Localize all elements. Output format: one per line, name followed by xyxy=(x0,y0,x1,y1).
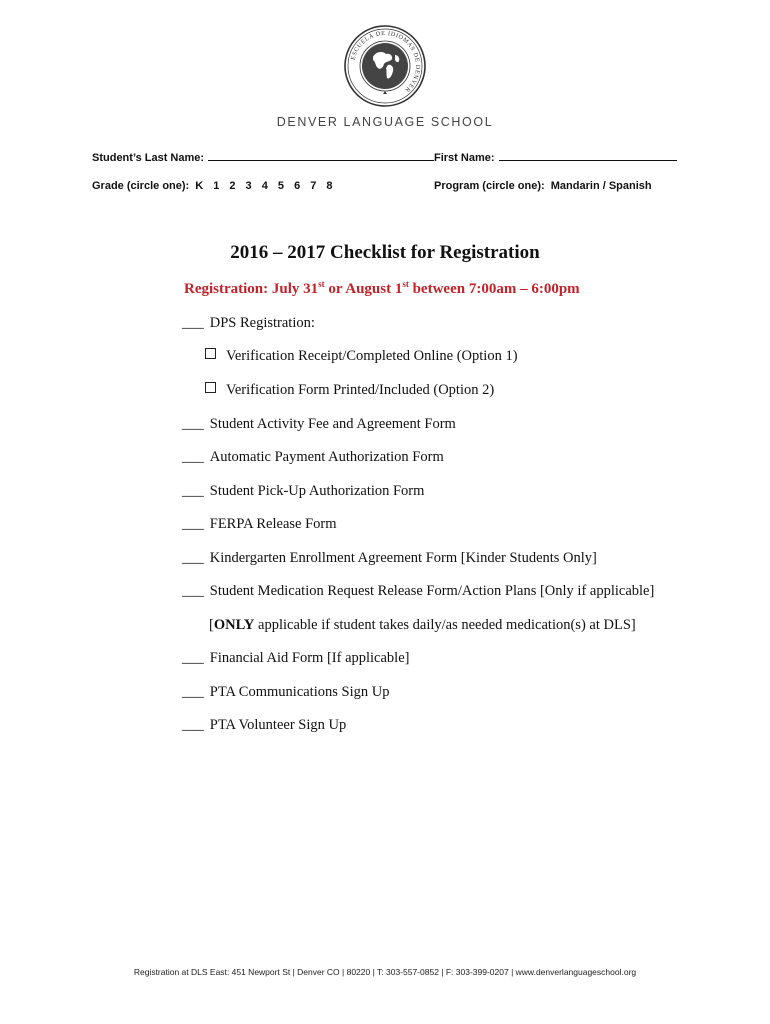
checklist-item-automatic-payment[interactable]: ___ Automatic Payment Authorization Form xyxy=(182,449,444,465)
checkmark-blank[interactable]: ___ xyxy=(182,717,204,733)
checkbox-icon[interactable] xyxy=(205,382,216,393)
first-name-label: First Name: xyxy=(434,152,495,164)
grade-options[interactable]: K 1 2 3 4 5 6 7 8 xyxy=(195,180,333,192)
checkbox-icon[interactable] xyxy=(205,348,216,359)
checkmark-blank[interactable]: ___ xyxy=(182,416,204,432)
sub-item-option-2[interactable]: Verification Form Printed/Included (Option 2) xyxy=(205,382,494,399)
checklist-item-pta-communications[interactable]: ___ PTA Communications Sign Up xyxy=(182,684,390,700)
grade-field xyxy=(92,180,333,192)
school-name: DENVER LANGUAGE SCHOOL xyxy=(276,115,494,129)
checklist-item-pta-volunteer[interactable]: ___ PTA Volunteer Sign Up xyxy=(182,717,347,733)
checkmark-blank[interactable]: ___ xyxy=(182,684,204,700)
checklist-item-kindergarten[interactable]: ___ Kindergarten Enrollment Agreement Form [Kinder Students Only] xyxy=(182,550,597,566)
program-options[interactable]: Mandarin / Spanish xyxy=(550,180,652,192)
program-label: Program (circle one): xyxy=(434,180,545,192)
registration-dates: Registration: July 31st or August 1st between 7:00am – 6:00pm xyxy=(184,279,580,297)
grade-label: Grade (circle one): xyxy=(92,180,190,192)
checkmark-blank[interactable]: ___ xyxy=(182,550,204,566)
checkmark-blank[interactable]: ___ xyxy=(182,583,204,599)
school-seal-logo xyxy=(343,24,427,108)
checklist-item-dps-registration[interactable]: ___ DPS Registration: xyxy=(182,315,315,331)
medication-note: [ONLY applicable if student takes daily/as needed medication(s) at DLS] xyxy=(209,617,636,633)
checklist-item-ferpa[interactable]: ___ FERPA Release Form xyxy=(182,516,337,532)
svg-text:ESCUELA DE IDIOMAS DE DENVER: ESCUELA DE IDIOMAS DE DENVER xyxy=(349,29,422,94)
checklist-item-activity-fee[interactable]: ___ Student Activity Fee and Agreement Form xyxy=(182,416,456,432)
checkmark-blank[interactable]: ___ xyxy=(182,315,204,331)
last-name-label: Student’s Last Name: xyxy=(92,152,205,164)
checklist-item-medication[interactable]: ___ Student Medication Request Release Form/Action Plans [Only if applicable] xyxy=(182,583,655,599)
checklist-item-financial-aid[interactable]: ___ Financial Aid Form [If applicable] xyxy=(182,650,410,666)
program-field xyxy=(434,180,652,192)
last-name-blank[interactable] xyxy=(208,149,434,161)
checkmark-blank[interactable]: ___ xyxy=(182,650,204,666)
checklist-item-pickup-authorization[interactable]: ___ Student Pick-Up Authorization Form xyxy=(182,483,425,499)
checklist-title: 2016 – 2017 Checklist for Registration xyxy=(230,242,540,263)
sub-item-option-1[interactable]: Verification Receipt/Completed Online (Option 1) xyxy=(205,348,518,365)
checkmark-blank[interactable]: ___ xyxy=(182,449,204,465)
first-name-field[interactable] xyxy=(434,149,677,164)
first-name-blank[interactable] xyxy=(499,149,677,161)
last-name-field[interactable] xyxy=(92,149,434,164)
footer-contact: Registration at DLS East: 451 Newport St | Denver CO | 80220 | T: 303-557-0852 | F: 303-399-0207 | www.denverlanguageschool.org xyxy=(133,967,637,977)
checkmark-blank[interactable]: ___ xyxy=(182,516,204,532)
checkmark-blank[interactable]: ___ xyxy=(182,483,204,499)
